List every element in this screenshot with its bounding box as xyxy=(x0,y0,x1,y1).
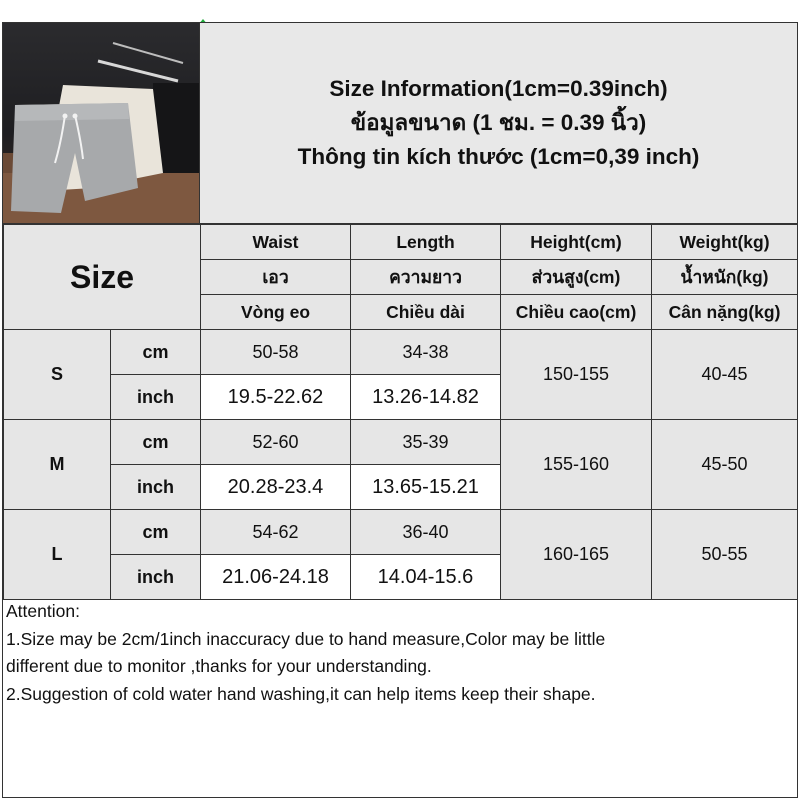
col-weight-en: Weight(kg) xyxy=(652,225,798,260)
col-length-th: ความยาว xyxy=(351,260,501,295)
unit-cm: cm xyxy=(111,510,201,555)
size-info-header xyxy=(200,23,797,224)
weight-range: 50-55 xyxy=(652,510,798,600)
unit-cm: cm xyxy=(111,330,201,375)
waist-inch: 21.06-24.18 xyxy=(201,555,351,600)
length-inch: 14.04-15.6 xyxy=(351,555,501,600)
height-range: 155-160 xyxy=(501,420,652,510)
attention-notes xyxy=(3,596,797,797)
unit-inch: inch xyxy=(111,375,201,420)
unit-inch: inch xyxy=(111,465,201,510)
length-inch: 13.26-14.82 xyxy=(351,375,501,420)
col-height-en: Height(cm) xyxy=(501,225,652,260)
col-waist-th: เอว xyxy=(201,260,351,295)
shorts-image xyxy=(3,23,199,223)
col-weight-th: น้ำหนัก(kg) xyxy=(652,260,798,295)
size-label: Size xyxy=(4,225,201,330)
length-cm: 36-40 xyxy=(351,510,501,555)
unit-inch: inch xyxy=(111,555,201,600)
notes-title: Attention: xyxy=(6,601,80,621)
length-inch: 13.65-15.21 xyxy=(351,465,501,510)
note-1: 1.Size may be 2cm/1inch inaccuracy due to hand measure,Color may be little xyxy=(6,628,606,649)
waist-cm: 52-60 xyxy=(201,420,351,465)
header-title-en: Size Information(1cm=0.39inch) xyxy=(329,76,668,101)
size-s: S xyxy=(4,330,111,420)
length-cm: 35-39 xyxy=(351,420,501,465)
col-height-vi: Chiều cao(cm) xyxy=(501,295,652,330)
note-1-cont: different due to monitor ,thanks for your understanding. xyxy=(6,656,432,676)
waist-inch: 20.28-23.4 xyxy=(201,465,351,510)
col-length-en: Length xyxy=(351,225,501,260)
header-title-th: ข้อมูลขนาด (1 ชม. = 0.39 นิ้ว) xyxy=(350,110,647,135)
header-title-vi: Thông tin kích thước (1cm=0,39 inch) xyxy=(297,144,700,169)
col-waist-en: Waist xyxy=(201,225,351,260)
height-range: 150-155 xyxy=(501,330,652,420)
size-m: M xyxy=(4,420,111,510)
height-range: 160-165 xyxy=(501,510,652,600)
size-table xyxy=(3,224,798,600)
waist-cm: 54-62 xyxy=(201,510,351,555)
weight-range: 45-50 xyxy=(652,420,798,510)
col-waist-vi: Vòng eo xyxy=(201,295,351,330)
size-l: L xyxy=(4,510,111,600)
col-weight-vi: Cân nặng(kg) xyxy=(652,295,798,330)
size-chart-sheet xyxy=(2,22,798,798)
length-cm: 34-38 xyxy=(351,330,501,375)
note-2: 2.Suggestion of cold water hand washing,it can help items keep their shape. xyxy=(6,683,596,704)
waist-inch: 19.5-22.62 xyxy=(201,375,351,420)
unit-cm: cm xyxy=(111,420,201,465)
waist-cm: 50-58 xyxy=(201,330,351,375)
product-photo xyxy=(3,23,200,224)
col-height-th: ส่วนสูง(cm) xyxy=(501,260,652,295)
weight-range: 40-45 xyxy=(652,330,798,420)
col-length-vi: Chiều dài xyxy=(351,295,501,330)
